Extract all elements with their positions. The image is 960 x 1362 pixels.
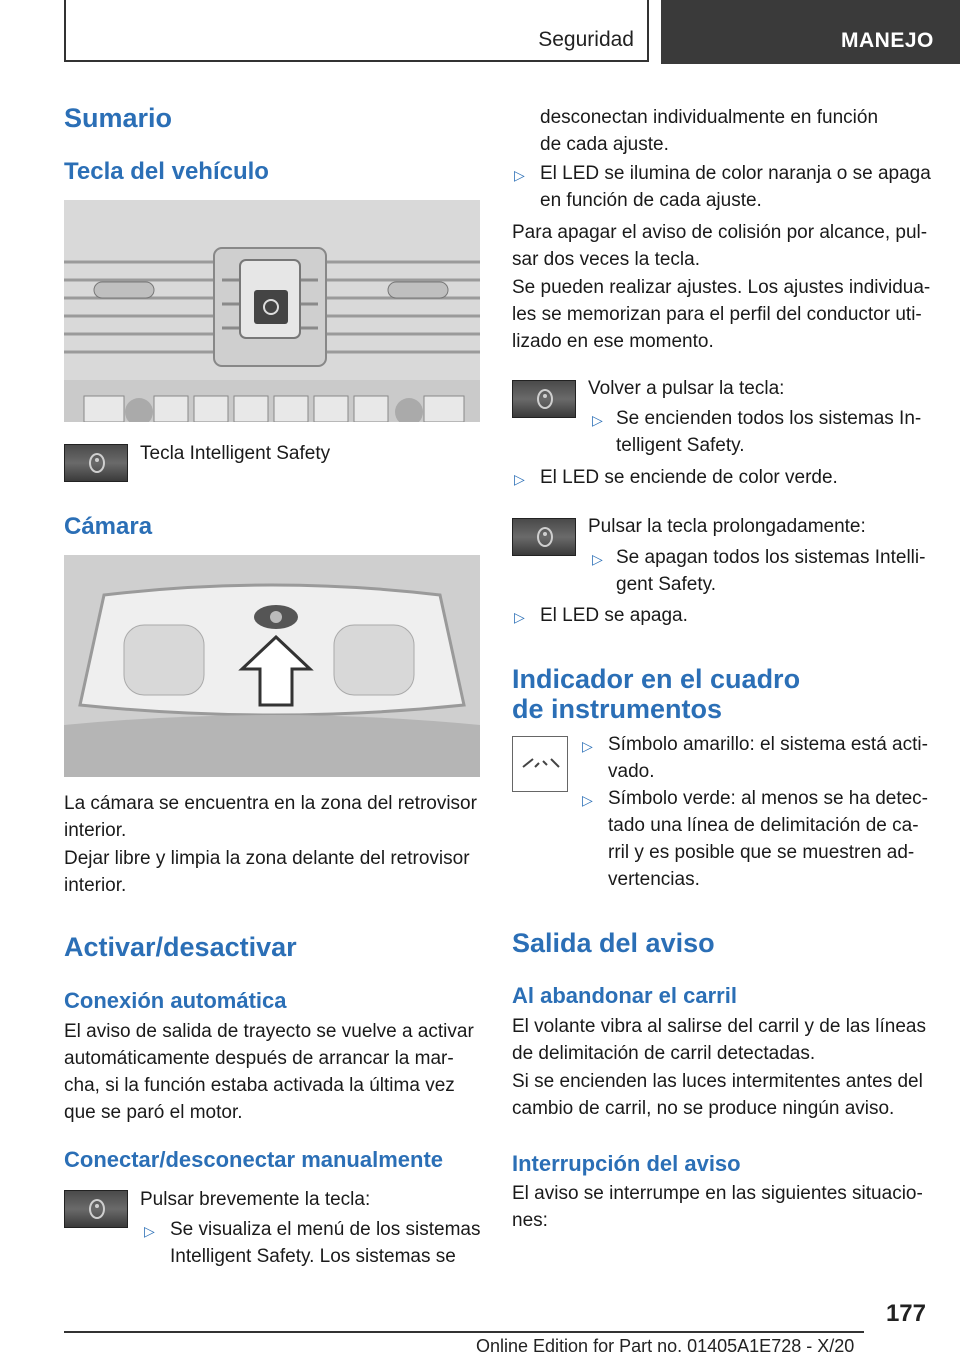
warning-heading: Salida del aviso: [512, 928, 715, 958]
activate-heading: Activar/desactivar: [64, 932, 297, 962]
camera-paragraph-2: Dejar libre y limpia la zona delante del retrovisor interior.: [64, 848, 470, 896]
bullet-triangle-icon: ▷: [514, 471, 525, 487]
intelligent-safety-button-icon: [512, 518, 576, 556]
leave-lane-paragraph-2: Si se encienden las luces intermitentes antes del cambio de carril, no se produce ningún aviso.: [512, 1071, 923, 1119]
led-bullet-text: El LED se ilumina de color naranja o se apaga en función de cada ajuste.: [540, 163, 931, 211]
page-number: 177: [885, 1300, 926, 1327]
intelligent-safety-button-icon: [512, 380, 576, 418]
bullet-triangle-icon: ▷: [144, 1223, 155, 1239]
bullet-triangle-icon: ▷: [582, 738, 593, 754]
camera-heading: Cámara: [64, 513, 153, 540]
green-symbol-text: Símbolo verde: al menos se ha detec-tado una línea de delimitación de ca-rril y es posible que se muestren ad-vertencias.: [608, 788, 929, 890]
led-icon: [89, 1199, 105, 1219]
intelligent-safety-button-icon: [64, 1190, 128, 1228]
press-again-bullet: Se encienden todos los sistemas In-telligent Safety.: [616, 408, 922, 456]
bullet-triangle-icon: ▷: [592, 551, 603, 567]
led-off-text: El LED se apaga.: [540, 605, 688, 626]
interrupt-paragraph: El aviso se interrumpe en las siguientes situacio-nes:: [512, 1183, 923, 1231]
header-chapter-tab: [661, 0, 960, 64]
collision-off-paragraph: Para apagar el aviso de colisión por alcance, pul-sar dos veces la tecla.: [512, 222, 928, 270]
bullet-triangle-icon: ▷: [592, 412, 603, 428]
footer-edition: Online Edition for Part no. 01405A1E728 - X/20: [476, 1336, 855, 1356]
indicator-heading: Indicador en el cuadro de instrumentos: [512, 664, 801, 724]
lane-departure-symbol-icon: [512, 736, 568, 792]
dashboard-key-image: [64, 200, 480, 422]
key-caption: Tecla Intelligent Safety: [140, 443, 331, 464]
camera-paragraph-1: La cámara se encuentra en la zona del retrovisor interior.: [64, 793, 477, 841]
interrupt-heading: Interrupción del aviso: [512, 1151, 741, 1176]
press-long-bullet: Se apagan todos los sistemas Intelli-gent Safety.: [616, 547, 926, 595]
bullet-triangle-icon: ▷: [582, 792, 593, 808]
manual-press-text: Pulsar brevemente la tecla:: [140, 1189, 371, 1210]
settings-paragraph: Se pueden realizar ajustes. Los ajustes individua-les se memorizan para el perfil del conductor uti-lizado en ese momento.: [512, 277, 931, 352]
led-green-text: El LED se enciende de color verde.: [540, 467, 838, 488]
led-icon: [537, 389, 553, 409]
vehicle-key-heading: Tecla del vehículo: [64, 158, 269, 185]
led-icon: [89, 453, 105, 473]
continued-text: desconectan individualmente en función de cada ajuste.: [540, 107, 879, 155]
leave-lane-paragraph-1: El volante vibra al salirse del carril y de las líneas de delimitación de carril detectadas.: [512, 1016, 926, 1064]
manual-heading: Conectar/desconectar manualmente: [64, 1147, 444, 1172]
led-icon: [537, 527, 553, 547]
header-section: Seguridad: [538, 28, 634, 51]
footer-divider: [64, 1331, 864, 1333]
manual-bullet-text: Se visualiza el menú de los sistemas Intelligent Safety. Los sistemas se: [170, 1219, 481, 1267]
bullet-triangle-icon: ▷: [514, 609, 525, 625]
press-again-text: Volver a pulsar la tecla:: [588, 378, 785, 399]
press-long-text: Pulsar la tecla prolongadamente:: [588, 516, 866, 537]
auto-paragraph: El aviso de salida de trayecto se vuelve a activar automáticamente después de arrancar la mar-cha, si la función estaba activada la última vez que se paró el motor.: [64, 1021, 474, 1123]
bullet-triangle-icon: ▷: [514, 167, 525, 183]
leave-lane-heading: Al abandonar el carril: [512, 983, 737, 1008]
intelligent-safety-button-icon: [64, 444, 128, 482]
camera-image: [64, 555, 480, 777]
page-title: Sumario: [64, 103, 173, 133]
yellow-symbol-text: Símbolo amarillo: el sistema está acti-vado.: [608, 734, 928, 782]
header-chapter-label: MANEJO: [841, 29, 934, 52]
auto-heading: Conexión automática: [64, 988, 287, 1013]
